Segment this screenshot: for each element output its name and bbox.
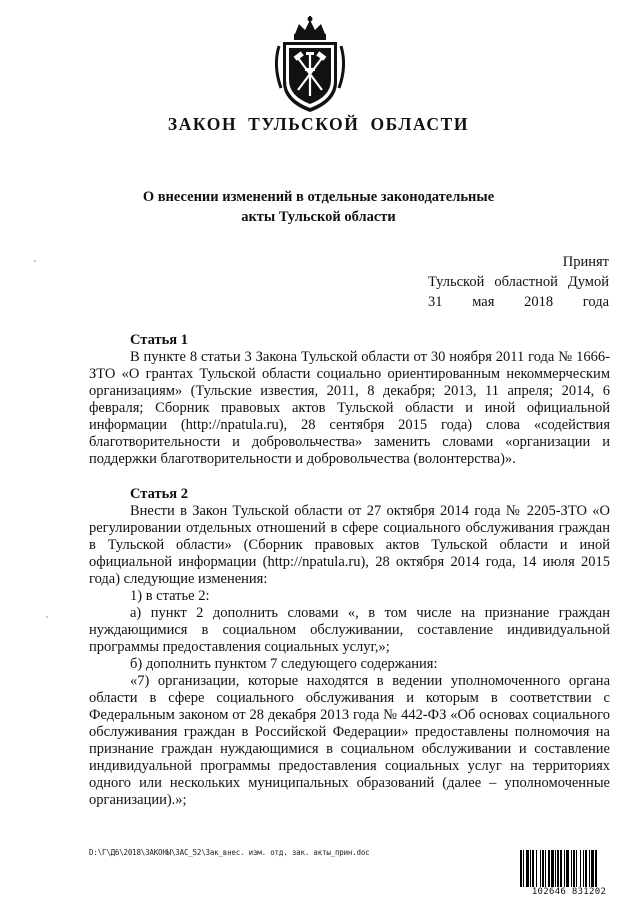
barcode-bar	[542, 850, 544, 892]
tula-coat-of-arms-icon	[269, 16, 351, 114]
barcode-bar	[536, 850, 537, 892]
barcode-bar	[566, 850, 569, 892]
accepted-body: Тульской областной Думой	[428, 274, 609, 290]
accepted-date-suffix: года	[582, 294, 610, 310]
accepted-label: Принят	[562, 254, 609, 270]
barcode-number: 102646 831202	[519, 887, 619, 897]
article-2-item-1b: б) дополнить пунктом 7 следующего содержания:	[130, 656, 438, 672]
barcode-icon	[519, 850, 619, 892]
accepted-date	[428, 292, 609, 312]
accepted-date-day: 31	[428, 294, 443, 310]
scan-speck	[46, 616, 48, 618]
scan-speck	[34, 260, 36, 262]
barcode-bar	[555, 850, 556, 892]
barcode-bar	[591, 850, 594, 892]
barcode-bar	[571, 850, 572, 892]
barcode-bar	[583, 850, 584, 892]
article-2-heading: Статья 2	[130, 486, 188, 502]
barcode-bar	[545, 850, 546, 892]
barcode-bar	[573, 850, 575, 892]
barcode-bar	[532, 850, 534, 892]
barcode-bar	[526, 850, 529, 892]
barcode-bar	[530, 850, 531, 892]
barcode-bar	[560, 850, 562, 892]
barcode-bar	[557, 850, 559, 892]
barcode-bar	[585, 850, 587, 892]
barcode-bar	[540, 850, 541, 892]
accepted-date-year: 2018	[524, 294, 554, 310]
accepted-date-month: мая	[472, 294, 495, 310]
barcode-bar	[551, 850, 554, 892]
barcode-bar	[595, 850, 597, 892]
barcode-bar	[589, 850, 590, 892]
article-1-text: В пункте 8 статьи 3 Закона Тульской области от 30 ноября 2011 года № 1666-ЗТО «О грантах Тульской области социально ориентированным некоммерческим организациям» (Тульские известия, 2011, 8 декабря; 2013, 11 апреля; 2014, 6 февраля; Сборник правовых актов Тульской области и иной официальной информации (http://npatula.ru), 28 сентября 2015 года) слова «содействия благотворительности и добровольчества» заменить словами «организации и поддержки благотворительности и добровольчества (волонтерства)».	[89, 349, 610, 467]
barcode-bar	[523, 850, 524, 892]
article-1-heading: Статья 1	[130, 332, 188, 348]
barcode-bar	[520, 850, 522, 892]
subtitle-line-2: акты Тульской области	[241, 209, 396, 225]
article-2-item-1: 1) в статье 2:	[130, 588, 210, 604]
barcode-bar	[564, 850, 565, 892]
document-title: ЗАКОН ТУЛЬСКОЙ ОБЛАСТИ	[167, 114, 470, 134]
article-2-item-1a: а) пункт 2 дополнить словами «, в том числе на признание граждан нуждающимися в социальном обслуживании, составление индивидуальной программы предоставления социальных услуг,»;	[89, 605, 610, 655]
file-path-footer: D:\Г\Д6\2018\ЗАКОНЫ\ЗАС_52\Зак_внес. изм. отд. зак. акты_прин.doc	[89, 848, 370, 857]
document-body	[89, 332, 610, 809]
subtitle-line-1: О внесении изменений в отдельные законодательные	[142, 189, 495, 205]
article-2-intro: Внести в Закон Тульской области от 27 октября 2014 года № 2205-ЗТО «О регулировании отдельных отношений в сфере социального обслуживания граждан в Тульской области» (Сборник правовых актов Тульской области и иной официальной информации (http://npatula.ru), 28 октября 2014 года, 14 июля 2015 года) следующие изменения:	[89, 503, 610, 587]
barcode-bar	[548, 850, 550, 892]
accepted-block	[428, 252, 609, 312]
barcode-bar	[576, 850, 577, 892]
article-2-item-7: «7) организации, которые находятся в ведении уполномоченного органа области в сфере социального обслуживания и которым в соответствии с Федеральным законом от 28 декабря 2013 года № 442-ФЗ «Об основах социального обслуживания граждан в Российской Федерации» предоставлены полномочия на признание граждан нуждающимися в социальном обслуживании и составление индивидуальной программы предоставления социальных услуг на территориях одного или нескольких муниципальных образований (далее – уполномоченные организации).»;	[89, 673, 610, 808]
barcode-bar	[580, 850, 581, 892]
document-subtitle	[0, 187, 637, 227]
